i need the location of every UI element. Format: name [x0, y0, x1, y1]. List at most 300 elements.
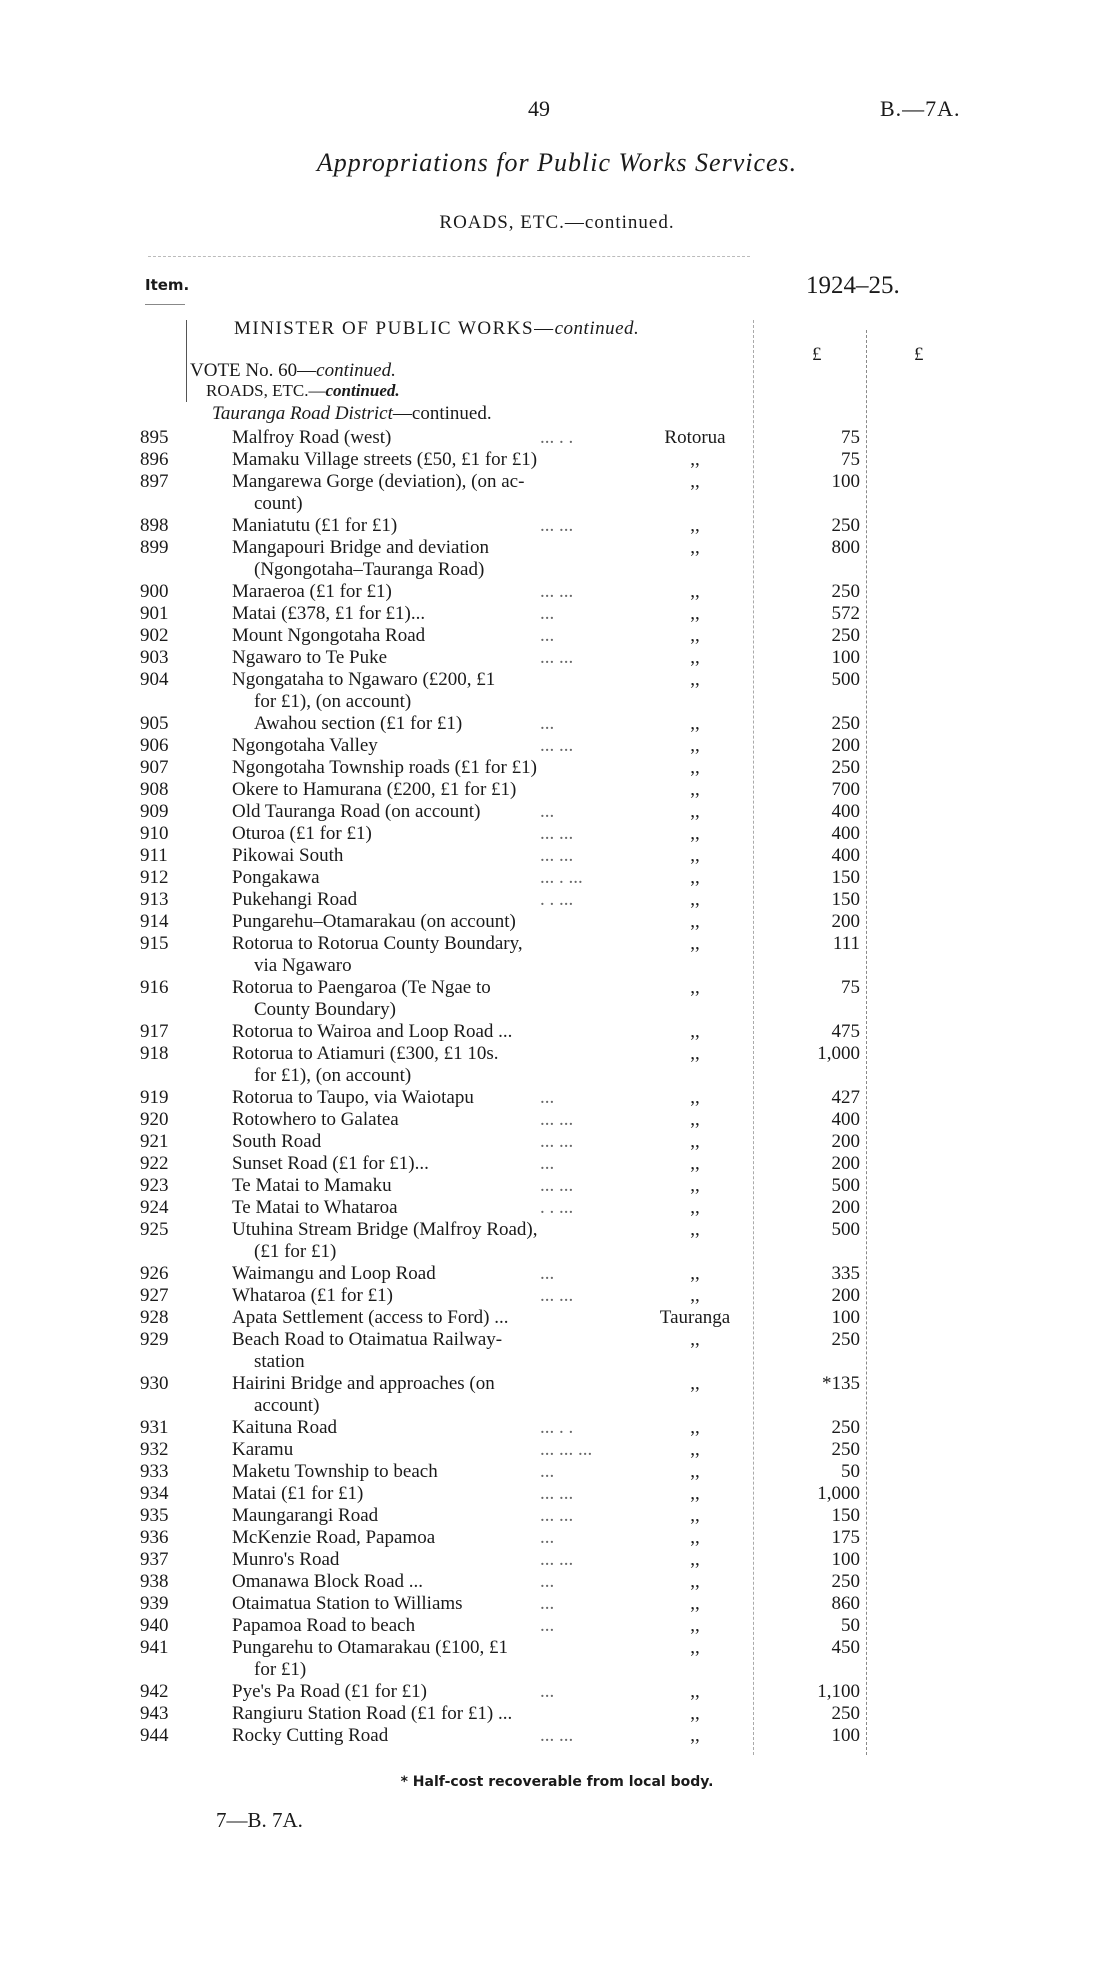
item-number: 906: [140, 735, 169, 756]
amount: 250: [831, 1571, 860, 1592]
table-row: [0, 889, 1114, 911]
amount: 111: [832, 933, 860, 954]
table-row: [0, 1263, 1114, 1285]
location: ,,: [690, 1703, 700, 1724]
location: ,,: [690, 515, 700, 536]
page-signature: 7—B. 7A.: [216, 1808, 303, 1832]
description-line: Beach Road to Otaimatua Railway-: [232, 1329, 503, 1350]
location: ,,: [690, 603, 700, 624]
table-row: [0, 713, 1114, 735]
amount: 1,000: [817, 1483, 860, 1504]
location: ,,: [690, 801, 700, 822]
item-number: 922: [140, 1153, 169, 1174]
table-row: [0, 669, 1114, 713]
amount: 250: [831, 1703, 860, 1724]
item-number: 934: [140, 1483, 169, 1504]
header-rule: [148, 256, 750, 257]
item-number: 914: [140, 911, 169, 932]
location: ,,: [690, 669, 700, 690]
item-number: 911: [140, 845, 168, 866]
item-number: 929: [140, 1329, 169, 1350]
description-line: Rotorua to Paengaroa (Te Ngae to: [232, 977, 491, 998]
table-row: [0, 1175, 1114, 1197]
location: ,,: [690, 581, 700, 602]
leader-dots: ...: [540, 801, 555, 822]
location: ,,: [690, 1197, 700, 1218]
leader-dots: ... ...: [540, 823, 574, 844]
location: ,,: [690, 1131, 700, 1152]
table-row: [0, 1549, 1114, 1571]
item-description: [232, 911, 602, 933]
description-line: Whataroa (£1 for £1): [232, 1285, 393, 1306]
description-line: Oturoa (£1 for £1): [232, 823, 372, 844]
table-row: [0, 801, 1114, 823]
leader-dots: ...: [540, 1681, 555, 1702]
table-row: [0, 845, 1114, 867]
item-number: 916: [140, 977, 169, 998]
description-line: Old Tauranga Road (on account): [232, 801, 481, 822]
table-row: [0, 1021, 1114, 1043]
leader-dots: ... ...: [540, 1483, 574, 1504]
item-number: 912: [140, 867, 169, 888]
table-row: [0, 537, 1114, 581]
description-line: McKenzie Road, Papamoa: [232, 1527, 436, 1548]
amount: 572: [831, 603, 860, 624]
district-label: Tauranga Road District: [212, 403, 393, 424]
description-line: Rangiuru Station Road (£1 for £1) ...: [232, 1703, 513, 1724]
table-row: [0, 1329, 1114, 1373]
roads-heading: [206, 381, 400, 401]
location: ,,: [690, 1549, 700, 1570]
description-line: South Road: [232, 1131, 322, 1152]
item-description: [232, 537, 602, 581]
table-row: [0, 515, 1114, 537]
item-number: 910: [140, 823, 169, 844]
amount: 250: [831, 713, 860, 734]
table-row: [0, 1285, 1114, 1307]
table-row: [0, 823, 1114, 845]
description-line: Rocky Cutting Road: [232, 1725, 389, 1746]
description-continuation: count): [254, 493, 303, 514]
location: ,,: [690, 1417, 700, 1438]
description-line: Hairini Bridge and approaches (on: [232, 1373, 495, 1394]
item-number: 935: [140, 1505, 169, 1526]
location: ,,: [690, 1593, 700, 1614]
table-row: [0, 1527, 1114, 1549]
item-number: 918: [140, 1043, 169, 1064]
item-number: 904: [140, 669, 169, 690]
leader-dots: ... ...: [540, 845, 574, 866]
description-line: Mount Ngongotaha Road: [232, 625, 426, 646]
location: ,,: [690, 1285, 700, 1306]
leader-dots: ...: [540, 1087, 555, 1108]
item-number: 899: [140, 537, 169, 558]
ministry-heading: [234, 318, 639, 340]
leader-dots: ... ...: [540, 1175, 574, 1196]
amount: 150: [831, 1505, 860, 1526]
location: ,,: [690, 735, 700, 756]
location: ,,: [690, 1615, 700, 1636]
description-line: Te Matai to Mamaku: [232, 1175, 392, 1196]
ministry-cont: continued.: [554, 318, 640, 339]
description-continuation: (£1 for £1): [254, 1241, 337, 1262]
location: ,,: [690, 845, 700, 866]
description-continuation: for £1), (on account): [254, 691, 412, 712]
amount: 200: [831, 1285, 860, 1306]
leader-dots: ...: [540, 1593, 555, 1614]
leader-dots: ... . .: [540, 1417, 574, 1438]
district-cont: —continued.: [392, 403, 492, 424]
description-line: Papamoa Road to beach: [232, 1615, 416, 1636]
item-number: 927: [140, 1285, 169, 1306]
item-number: 937: [140, 1549, 169, 1570]
description-line: Otaimatua Station to Williams: [232, 1593, 463, 1614]
description-line: Maungarangi Road: [232, 1505, 379, 1526]
leader-dots: ... ...: [540, 735, 574, 756]
item-number: 900: [140, 581, 169, 602]
location: ,,: [690, 625, 700, 646]
location: ,,: [690, 1439, 700, 1460]
description-continuation: (Ngongotaha–Tauranga Road): [254, 559, 485, 580]
item-number: 917: [140, 1021, 169, 1042]
location: ,,: [690, 889, 700, 910]
item-description: [232, 1373, 602, 1417]
location: ,,: [690, 823, 700, 844]
item-number: 903: [140, 647, 169, 668]
location: ,,: [690, 1153, 700, 1174]
location: ,,: [690, 1483, 700, 1504]
description-line: Ngongotaha Valley: [232, 735, 378, 756]
location: ,,: [690, 471, 700, 492]
item-number: 908: [140, 779, 169, 800]
amount: 700: [831, 779, 860, 800]
table-row: [0, 1483, 1114, 1505]
description-line: Pungarehu–Otamarakau (on account): [232, 911, 516, 932]
roads-cont: continued.: [325, 381, 400, 400]
page-title: Appropriations for Public Works Services.: [316, 148, 798, 177]
leader-dots: ... ...: [540, 1505, 574, 1526]
description-line: Mangarewa Gorge (deviation), (on ac-: [232, 471, 525, 492]
section-subtitle: ROADS, ETC.—continued.: [439, 212, 675, 233]
table-row: [0, 449, 1114, 471]
item-number: 939: [140, 1593, 169, 1614]
currency-symbol-2: £: [914, 344, 924, 365]
table-row: [0, 1593, 1114, 1615]
item-description: [232, 1703, 602, 1725]
table-row: [0, 1197, 1114, 1219]
item-column-header: Item.: [145, 276, 190, 294]
amount: 50: [841, 1461, 860, 1482]
item-number: 943: [140, 1703, 169, 1724]
leader-dots: ... ...: [540, 1131, 574, 1152]
location: ,,: [690, 1109, 700, 1130]
location: ,,: [690, 779, 700, 800]
table-row: [0, 867, 1114, 889]
item-description: [232, 1329, 602, 1373]
item-number: 932: [140, 1439, 169, 1460]
amount: 800: [831, 537, 860, 558]
description-continuation: via Ngawaro: [254, 955, 352, 976]
leader-dots: ... ...: [540, 647, 574, 668]
table-row: [0, 1615, 1114, 1637]
amount: 75: [841, 977, 860, 998]
amount: 100: [831, 1725, 860, 1746]
description-line: Karamu: [232, 1439, 294, 1460]
location: ,,: [690, 1461, 700, 1482]
amount: 860: [831, 1593, 860, 1614]
leader-dots: ...: [540, 625, 555, 646]
leader-dots: ...: [540, 1615, 555, 1636]
description-line: Awahou section (£1 for £1): [254, 713, 463, 734]
amount: 500: [831, 1175, 860, 1196]
column-rule-left: [186, 320, 187, 402]
item-description: [232, 1021, 602, 1043]
item-number: 921: [140, 1131, 169, 1152]
amount: 250: [831, 625, 860, 646]
amount: 100: [831, 1307, 860, 1328]
item-number: 895: [140, 427, 169, 448]
leader-dots: ... ...: [540, 1549, 574, 1570]
leader-dots: ... ...: [540, 581, 574, 602]
table-row: [0, 1109, 1114, 1131]
item-description: [232, 1307, 602, 1329]
description-line: Ngongataha to Ngawaro (£200, £1: [232, 669, 496, 690]
location: ,,: [690, 1637, 700, 1658]
description-line: Ngongotaha Township roads (£1 for £1): [232, 757, 537, 778]
amount: 250: [831, 757, 860, 778]
amount: 450: [831, 1637, 860, 1658]
footnote: * Half-cost recoverable from local body.: [400, 1774, 714, 1790]
location: ,,: [690, 1373, 700, 1394]
table-row: [0, 581, 1114, 603]
description-line: Rotowhero to Galatea: [232, 1109, 399, 1130]
table-row: [0, 625, 1114, 647]
description-continuation: for £1): [254, 1659, 307, 1680]
location: ,,: [690, 713, 700, 734]
vote-heading: [190, 360, 396, 382]
table-row: [0, 1153, 1114, 1175]
item-number: 933: [140, 1461, 169, 1482]
table-row: [0, 427, 1114, 449]
appropriations-table: [0, 427, 1114, 1747]
location: ,,: [690, 867, 700, 888]
amount: 150: [831, 889, 860, 910]
item-description: [232, 757, 602, 779]
description-line: Apata Settlement (access to Ford) ...: [232, 1307, 509, 1328]
item-number: 909: [140, 801, 169, 822]
leader-dots: ... . .: [540, 427, 574, 448]
amount: 427: [831, 1087, 860, 1108]
leader-dots: ...: [540, 1153, 555, 1174]
year-column-header: 1924–25.: [806, 272, 900, 299]
location: ,,: [690, 1021, 700, 1042]
description-line: Okere to Hamurana (£200, £1 for £1): [232, 779, 517, 800]
district-heading: [212, 403, 492, 425]
amount: 250: [831, 1417, 860, 1438]
item-number: 913: [140, 889, 169, 910]
item-number: 897: [140, 471, 169, 492]
amount: 400: [831, 801, 860, 822]
leader-dots: ... ... ...: [540, 1439, 593, 1460]
item-number: 915: [140, 933, 169, 954]
description-line: Pukehangi Road: [232, 889, 358, 910]
item-description: [232, 1043, 602, 1087]
table-row: [0, 603, 1114, 625]
amount: 250: [831, 515, 860, 536]
amount: 50: [841, 1615, 860, 1636]
item-description: [232, 471, 602, 515]
amount: 200: [831, 911, 860, 932]
item-header-underline: [145, 304, 185, 305]
location: ,,: [690, 647, 700, 668]
leader-dots: ... ...: [540, 1725, 574, 1746]
description-line: Pye's Pa Road (£1 for £1): [232, 1681, 427, 1702]
description-line: Maraeroa (£1 for £1): [232, 581, 392, 602]
description-continuation: County Boundary): [254, 999, 396, 1020]
location: ,,: [690, 1043, 700, 1064]
description-continuation: account): [254, 1395, 320, 1416]
amount: 500: [831, 669, 860, 690]
description-line: Kaituna Road: [232, 1417, 338, 1438]
currency-symbol-1: £: [812, 344, 822, 365]
location: ,,: [690, 933, 700, 954]
item-number: 940: [140, 1615, 169, 1636]
item-description: [232, 1219, 602, 1263]
amount: 75: [841, 449, 860, 470]
amount: 250: [831, 1329, 860, 1350]
table-row: [0, 1373, 1114, 1417]
description-line: Waimangu and Loop Road: [232, 1263, 436, 1284]
vote-cont: continued.: [316, 360, 396, 381]
item-description: [232, 933, 602, 977]
table-row: [0, 1439, 1114, 1461]
leader-dots: ...: [540, 1527, 555, 1548]
item-number: 902: [140, 625, 169, 646]
table-row: [0, 1703, 1114, 1725]
item-number: 907: [140, 757, 169, 778]
item-description: [232, 977, 602, 1021]
location: ,,: [690, 537, 700, 558]
table-row: [0, 1043, 1114, 1087]
item-number: 931: [140, 1417, 169, 1438]
description-line: Matai (£378, £1 for £1)...: [232, 603, 426, 624]
description-line: Te Matai to Whataroa: [232, 1197, 398, 1218]
amount: 175: [831, 1527, 860, 1548]
item-description: [232, 779, 602, 801]
table-row: [0, 779, 1114, 801]
location: ,,: [690, 449, 700, 470]
table-row: [0, 735, 1114, 757]
item-number: 898: [140, 515, 169, 536]
amount: 500: [831, 1219, 860, 1240]
location: ,,: [690, 1175, 700, 1196]
amount: *135: [822, 1373, 860, 1394]
description-continuation: for £1), (on account): [254, 1065, 412, 1086]
amount: 400: [831, 1109, 860, 1130]
item-number: 901: [140, 603, 169, 624]
amount: 250: [831, 1439, 860, 1460]
location: ,,: [690, 1681, 700, 1702]
leader-dots: ... ...: [540, 1285, 574, 1306]
description-line: Mangapouri Bridge and deviation: [232, 537, 489, 558]
amount: 200: [831, 1131, 860, 1152]
description-line: Matai (£1 for £1): [232, 1483, 364, 1504]
item-number: 928: [140, 1307, 169, 1328]
amount: 475: [831, 1021, 860, 1042]
description-line: Pungarehu to Otamarakau (£100, £1: [232, 1637, 508, 1658]
ministry-label: MINISTER OF PUBLIC WORKS—: [234, 318, 555, 339]
item-number: 923: [140, 1175, 169, 1196]
amount: 200: [831, 735, 860, 756]
table-row: [0, 647, 1114, 669]
amount: 250: [831, 581, 860, 602]
location: ,,: [690, 1725, 700, 1746]
description-line: Rotorua to Rotorua County Boundary,: [232, 933, 523, 954]
leader-dots: ... ...: [540, 1109, 574, 1130]
item-number: 942: [140, 1681, 169, 1702]
amount: 200: [831, 1197, 860, 1218]
item-description: [232, 449, 602, 471]
table-row: [0, 757, 1114, 779]
description-line: Pongakawa: [232, 867, 320, 888]
location: Rotorua: [664, 427, 726, 448]
amount: 1,100: [817, 1681, 860, 1702]
location: ,,: [690, 757, 700, 778]
leader-dots: . . ...: [540, 1197, 574, 1218]
description-line: Munro's Road: [232, 1549, 340, 1570]
description-line: Utuhina Stream Bridge (Malfroy Road),: [232, 1219, 538, 1240]
leader-dots: ...: [540, 713, 555, 734]
location: ,,: [690, 1571, 700, 1592]
description-line: Ngawaro to Te Puke: [232, 647, 388, 668]
table-row: [0, 1417, 1114, 1439]
description-line: Rotorua to Atiamuri (£300, £1 10s.: [232, 1043, 499, 1064]
location: ,,: [690, 1087, 700, 1108]
item-number: 896: [140, 449, 169, 470]
item-number: 925: [140, 1219, 169, 1240]
item-number: 926: [140, 1263, 169, 1284]
location: ,,: [690, 911, 700, 932]
amount: 200: [831, 1153, 860, 1174]
amount: 335: [831, 1263, 860, 1284]
item-description: [232, 1637, 602, 1681]
description-line: Maketu Township to beach: [232, 1461, 438, 1482]
amount: 100: [831, 1549, 860, 1570]
item-number: 919: [140, 1087, 169, 1108]
table-row: [0, 1571, 1114, 1593]
table-row: [0, 977, 1114, 1021]
description-line: Mamaku Village streets (£50, £1 for £1): [232, 449, 538, 470]
leader-dots: . . ...: [540, 889, 574, 910]
description-line: Maniatutu (£1 for £1): [232, 515, 398, 536]
amount: 1,000: [817, 1043, 860, 1064]
location: ,,: [690, 977, 700, 998]
leader-dots: ...: [540, 1263, 555, 1284]
description-line: Sunset Road (£1 for £1)...: [232, 1153, 429, 1174]
table-row: [0, 1681, 1114, 1703]
document-reference: B.—7A.: [880, 96, 961, 121]
leader-dots: ...: [540, 603, 555, 624]
location: ,,: [690, 1527, 700, 1548]
item-number: 938: [140, 1571, 169, 1592]
table-row: [0, 933, 1114, 977]
amount: 75: [841, 427, 860, 448]
item-number: 920: [140, 1109, 169, 1130]
amount: 100: [831, 647, 860, 668]
table-row: [0, 1461, 1114, 1483]
amount: 100: [831, 471, 860, 492]
page-number: 49: [528, 96, 550, 121]
